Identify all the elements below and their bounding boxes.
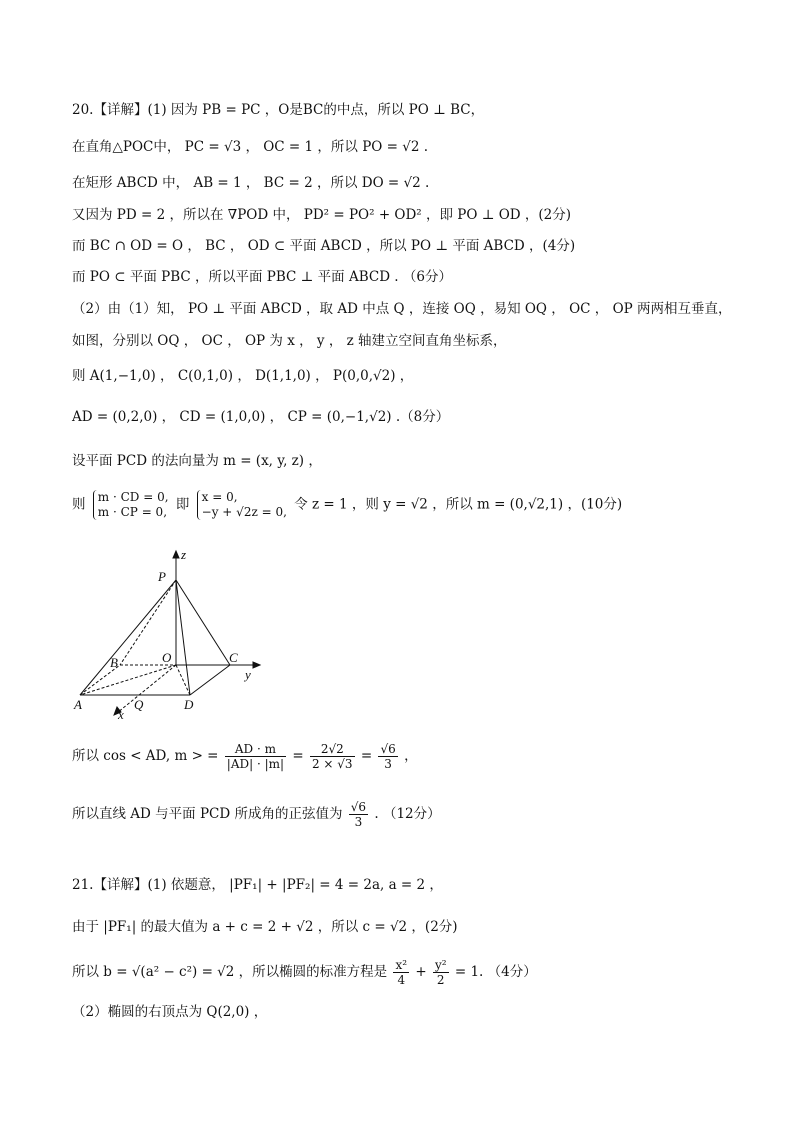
equation-system-2 <box>197 490 287 520</box>
x-axis <box>117 665 176 713</box>
cos-fraction-num: AD · m <box>225 742 286 757</box>
q20-line-4: 又因为 PD = 2 ，所以在 ∇POD 中， PD² = PO² + OD² ，即 PO ⊥ OD ，(2分) <box>72 207 572 223</box>
q21-line-2: 由于 |PF₁| 的最大值为 a + c = 2 + √2 ，所以 c = √2 ，(2分) <box>72 919 458 935</box>
value-fraction-num: 2√2 <box>310 742 355 757</box>
q20-line-1: 20.【详解】(1) 因为 PB = PC ，O是BC的中点，所以 PO ⊥ BC， <box>72 102 485 118</box>
label-Q: Q <box>134 697 144 712</box>
q20-line-12 <box>72 490 622 520</box>
sine-label: 所以直线 AD 与平面 PCD 所成角的正弦值为 <box>72 806 343 822</box>
q20-line-9: 则 A(1,−1,0) ， C(0,1,0) ， D(1,1,0) ， P(0,0,√2) ， <box>72 368 414 384</box>
q20-line-7: （2）由（1）知， PO ⊥ 平面 ABCD ，取 AD 中点 Q ，连接 OQ ，易知 OQ ， OC ， OP 两两相互垂直， <box>72 301 732 317</box>
edge-PA <box>80 580 176 695</box>
label-x: x <box>118 707 124 720</box>
sine-fraction <box>349 800 368 829</box>
label-C: C <box>229 650 238 665</box>
y-axis-arrow <box>253 662 260 668</box>
label-O: O <box>162 650 172 665</box>
q20-line-8: 如图，分别以 OQ ， OC ， OP 为 x ， y ， z 轴建立空间直角坐标系， <box>72 333 507 349</box>
pyramid-figure <box>72 545 272 720</box>
segment-OA <box>80 665 176 695</box>
z-axis-arrow <box>173 551 179 558</box>
system1-row1: m · CD = 0, <box>97 490 169 504</box>
q20-line-10: AD = (0,2,0) ， CD = (1,0,0) ， CP = (0,−1,√2) .（8分） <box>72 409 450 425</box>
value-fraction <box>310 742 355 771</box>
cos-fraction-den: |AD| · |m| <box>226 757 285 771</box>
q21-line-3 <box>72 958 537 987</box>
namely-label: 即 <box>175 496 190 513</box>
value-fraction-den: 2 × √3 <box>311 757 353 771</box>
sine-fraction-num: √6 <box>350 800 367 814</box>
q20-line-13 <box>72 742 418 771</box>
q20-line-2: 在直角△POC中， PC = √3 ， OC = 1 ，所以 PO = √2 . <box>72 139 429 155</box>
edge-PD <box>176 580 190 695</box>
y-fraction-den: 2 <box>436 973 445 987</box>
label-y: y <box>245 667 251 682</box>
system2-row1: x = 0, <box>201 490 238 504</box>
label-B: B <box>110 655 118 670</box>
q21-line-4: （2）椭圆的右顶点为 Q(2,0) ， <box>72 1004 268 1020</box>
y-fraction-num: y² <box>434 958 447 972</box>
equation-system-1 <box>93 490 169 520</box>
system1-row2: m · CP = 0, <box>97 505 168 519</box>
equation-end: = 1. （4分） <box>454 964 537 980</box>
system2-row2: −y + √2z = 0, <box>201 505 287 519</box>
sine-fraction-den: 3 <box>354 815 363 829</box>
cos-label: 所以 cos < AD, m > = <box>72 748 219 764</box>
q20-line-14 <box>72 800 441 829</box>
result-fraction-den: 3 <box>384 757 392 771</box>
q20-line-11: 设平面 PCD 的法向量为 m = (x, y, z) ， <box>72 453 322 469</box>
label-P: P <box>158 569 166 584</box>
label-A: A <box>74 697 82 712</box>
y-fraction <box>433 958 449 987</box>
edge-PC <box>176 580 230 665</box>
score-12: . （12分） <box>374 806 441 822</box>
ellipse-equation-label: 所以 b = √(a² − c²) = √2 ，所以椭圆的标准方程是 <box>72 964 388 980</box>
q20-line-3: 在矩形 ABCD 中， AB = 1 ， BC = 2 ，所以 DO = √2 . <box>72 175 430 191</box>
then-label: 则 <box>72 496 86 513</box>
comma: ， <box>404 748 418 764</box>
edge-DC <box>190 665 230 695</box>
plus: + <box>415 964 427 980</box>
result-fraction <box>378 742 397 771</box>
q21-line-1: 21.【详解】(1) 依题意， |PF₁| + |PF₂| = 4 = 2a, a = 2 ， <box>72 877 443 893</box>
q20-line-5: 而 BC ∩ OD = O ， BC ， OD ⊂ 平面 ABCD ，所以 PO ⊥ 平面 ABCD ，(4分) <box>72 238 576 254</box>
normal-vector-result: 令 z = 1 ，则 y = √2 ，所以 m = (0,√2,1) ，(10分) <box>294 496 623 513</box>
label-z: z <box>181 547 187 562</box>
equals-1: = <box>292 748 304 764</box>
cos-fraction <box>225 742 286 771</box>
q20-line-6: 而 PO ⊂ 平面 PBC ，所以平面 PBC ⊥ 平面 ABCD . （6分） <box>72 269 452 285</box>
equals-2: = <box>360 748 373 764</box>
x-fraction-den: 4 <box>397 973 406 987</box>
result-fraction-num: √6 <box>380 742 396 756</box>
label-D: D <box>184 697 194 712</box>
x-fraction <box>393 958 409 987</box>
x-fraction-num: x² <box>395 958 408 972</box>
